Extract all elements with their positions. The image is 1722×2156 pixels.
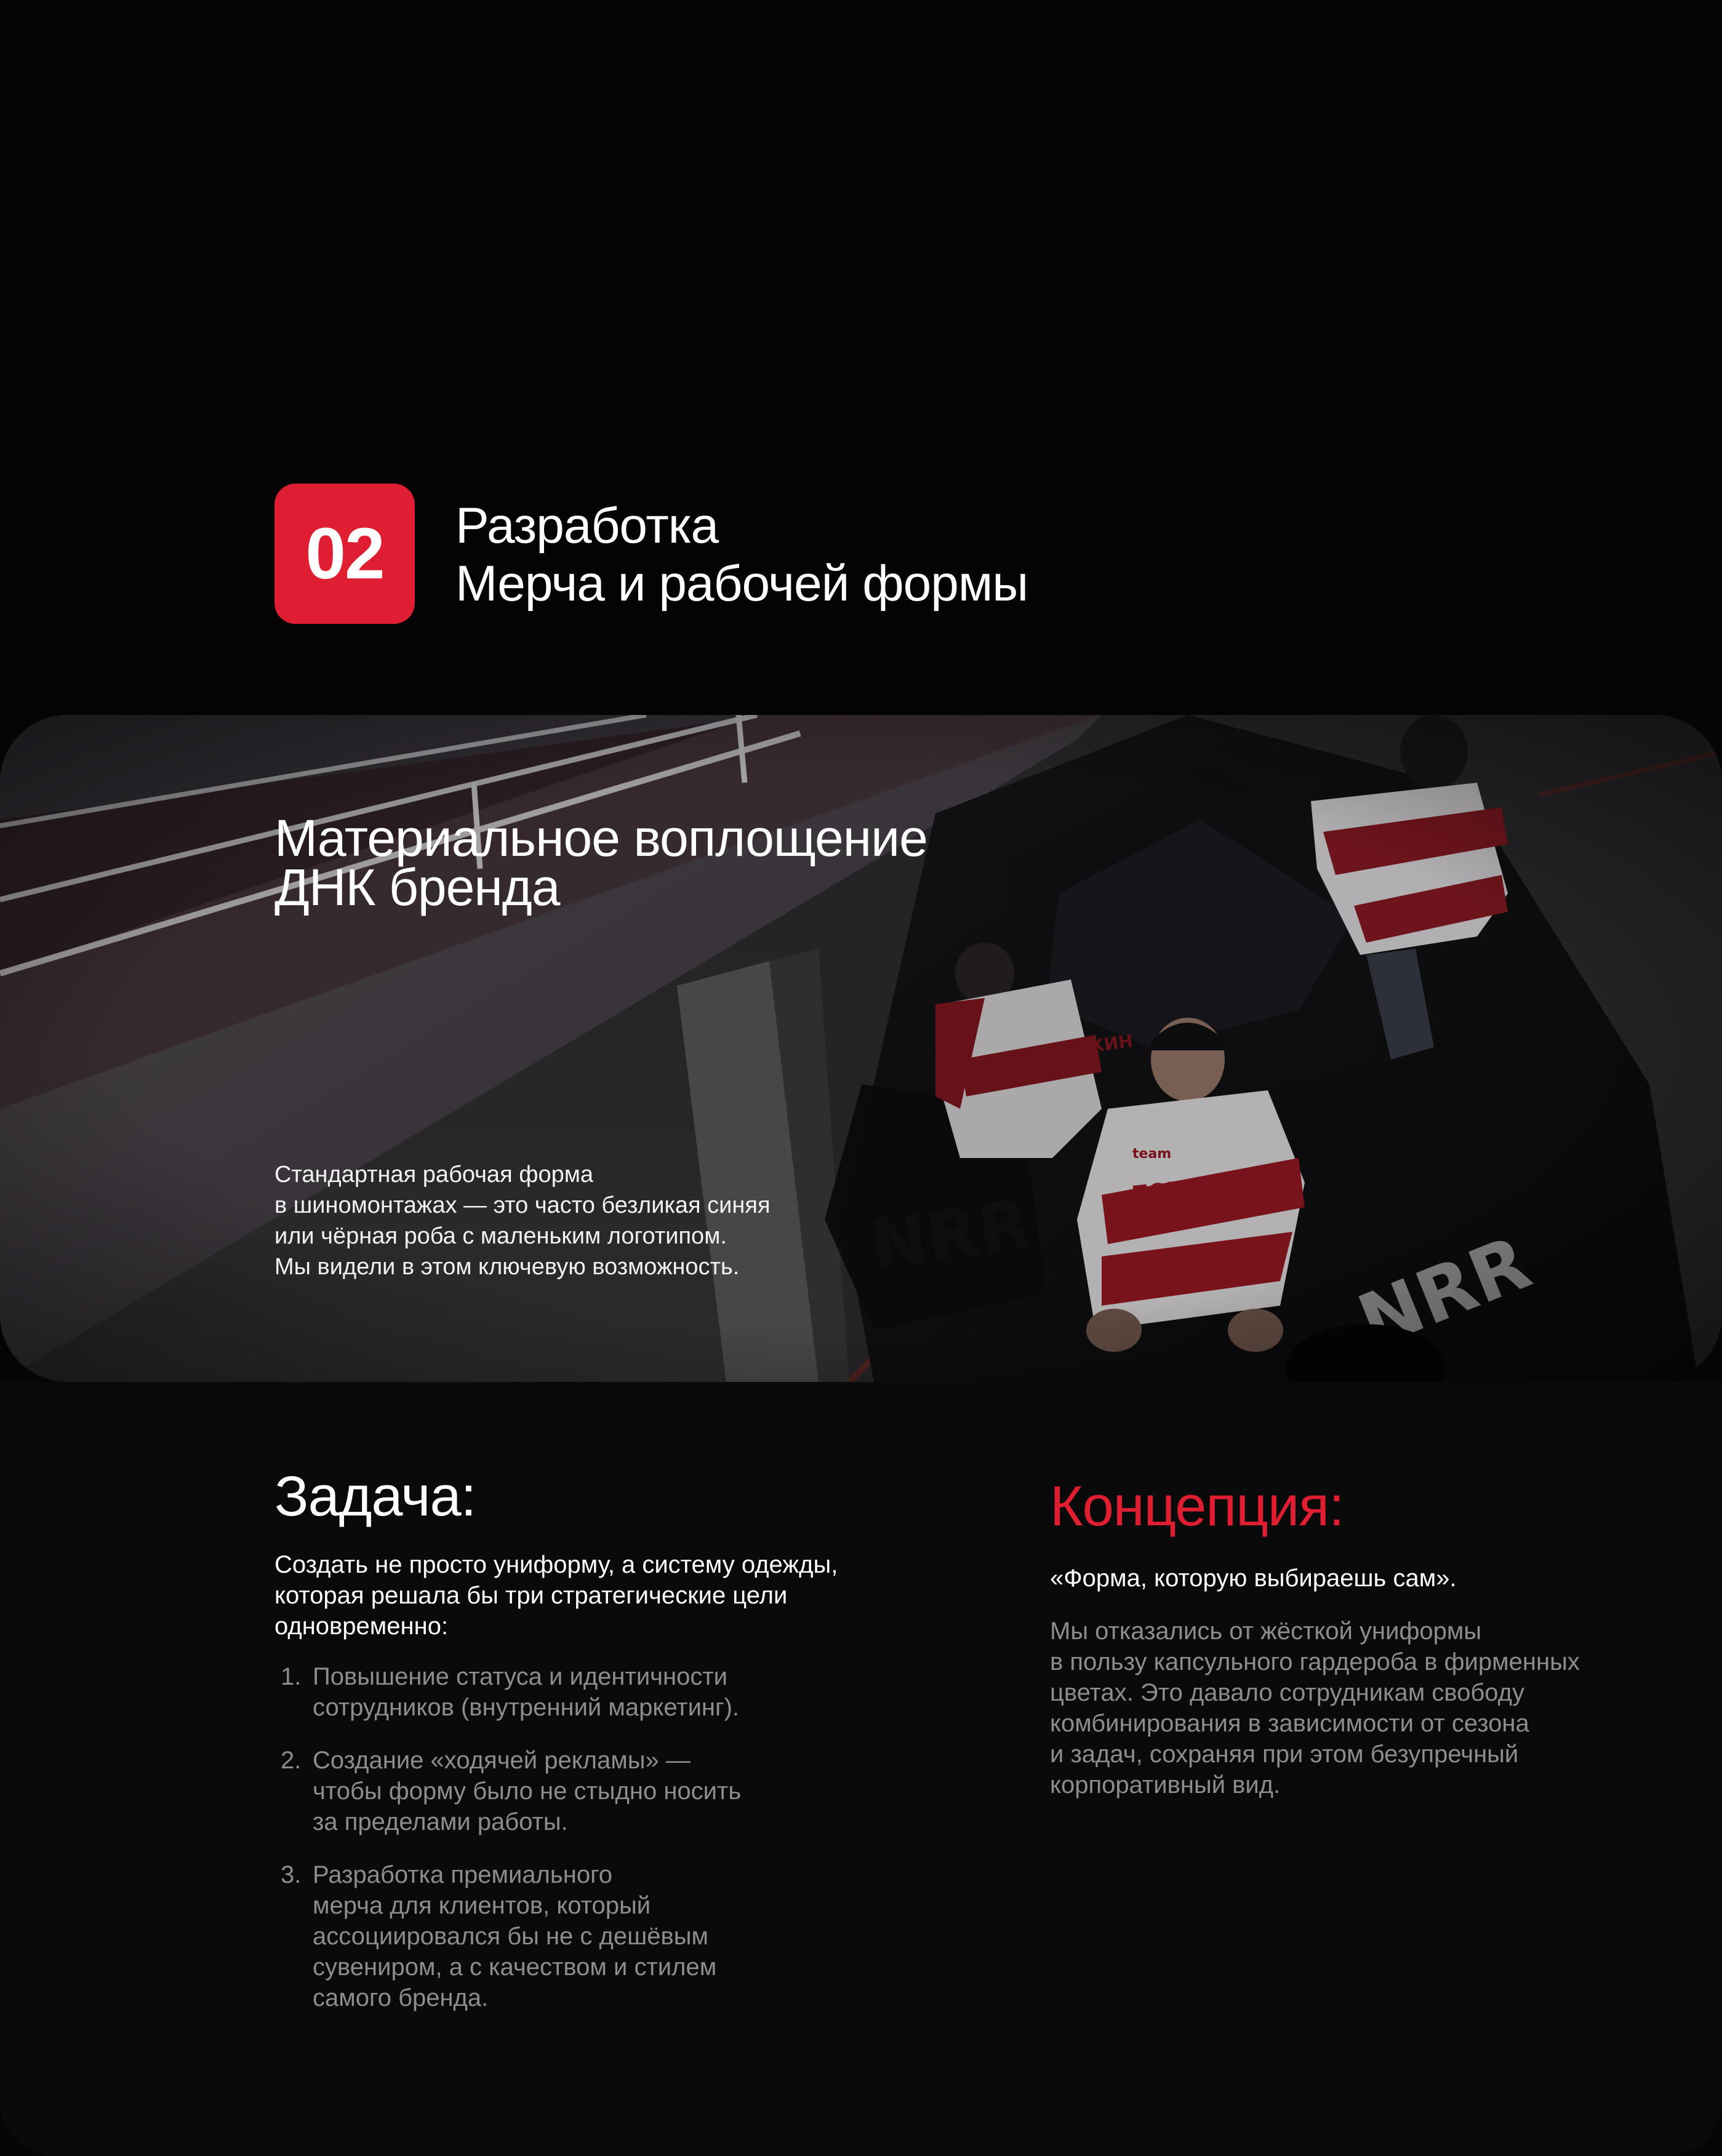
section-title	[455, 497, 1028, 613]
goal-number: 3.	[281, 1861, 302, 1888]
goal-line: Создание «ходячей рекламы» —	[313, 1747, 691, 1774]
concept-text-line: цветах. Это давало сотрудникам свободу	[1050, 1679, 1525, 1706]
task-intro-line: которая решала бы три стратегические цели	[274, 1582, 788, 1609]
goal-line: ассоциировался бы не с дешёвым	[313, 1923, 708, 1950]
goal-item	[274, 1859, 741, 2013]
hero-heading-line-2: ДНК бренда	[274, 858, 560, 916]
section-title-line-1: Разработка	[455, 498, 719, 554]
goal-line: Повышение статуса и идентичности	[313, 1663, 728, 1690]
concept-text-line: в пользу капсульного гардероба в фирменных	[1050, 1648, 1580, 1675]
hero-text-line: Мы видели в этом ключевую возможность.	[274, 1254, 740, 1280]
hero-text-line: в шиномонтажах — это часто безликая синяя	[274, 1192, 771, 1218]
hero-heading	[274, 809, 927, 916]
concept-quote: «Форма, которую выбираешь сам».	[1050, 1565, 1457, 1592]
goal-item	[274, 1745, 741, 1837]
goals-list	[274, 1661, 741, 2035]
concept-text-line: комбинирования в зависимости от сезона	[1050, 1710, 1529, 1737]
goal-line: Разработка премиального	[313, 1861, 613, 1888]
hero-heading-line-1: Материальное воплощение	[274, 809, 927, 867]
task-intro	[274, 1549, 838, 1642]
section-number-badge	[274, 484, 415, 624]
concept-text-line: корпоративный вид.	[1050, 1771, 1281, 1799]
goal-line: сувениром, а с качеством и стилем	[313, 1954, 717, 1981]
goal-line: мерча для клиентов, который	[313, 1892, 651, 1919]
hero-text-line: Стандартная рабочая форма	[274, 1162, 593, 1188]
concept-description	[1050, 1616, 1580, 1800]
goal-line: чтобы форму было не стыдно носить	[313, 1778, 742, 1805]
concept-title: Концепция:	[1050, 1475, 1344, 1538]
goal-number: 2.	[281, 1747, 302, 1774]
hero-description	[274, 1159, 771, 1282]
task-intro-line: одновременно:	[274, 1613, 449, 1640]
goal-line: самого бренда.	[313, 1984, 489, 2011]
goal-line: сотрудников (внутренний маркетинг).	[313, 1694, 740, 1721]
task-title: Задача:	[274, 1465, 476, 1528]
goal-item	[274, 1661, 741, 1723]
goal-line: за пределами работы.	[313, 1808, 568, 1835]
concept-text-line: и задач, сохраняя при этом безупречный	[1050, 1741, 1519, 1768]
task-intro-line: Создать не просто униформу, а систему одежды,	[274, 1551, 838, 1578]
section-number: 02	[305, 513, 384, 594]
section-title-line-2: Мерча и рабочей формы	[455, 556, 1028, 612]
concept-text-line: Мы отказались от жёсткой униформы	[1050, 1618, 1482, 1645]
goal-number: 1.	[281, 1663, 302, 1690]
hero-text-line: или чёрная роба с маленьким логотипом.	[274, 1223, 727, 1249]
